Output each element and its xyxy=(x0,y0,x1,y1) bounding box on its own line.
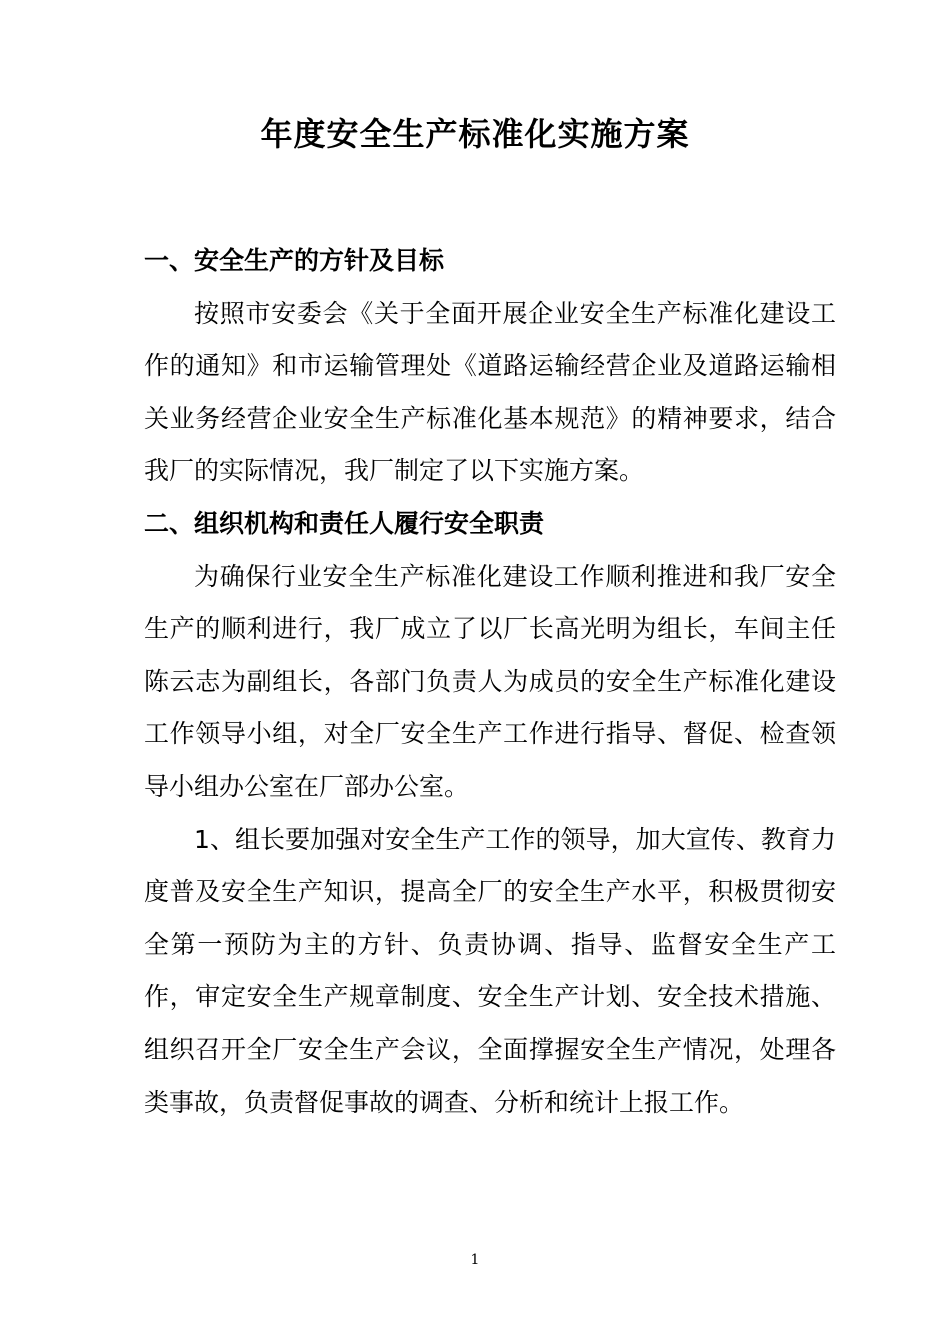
page-number: 1 xyxy=(470,1252,480,1268)
section-heading-1: 一、安全生产的方针及目标 xyxy=(144,246,445,275)
section-2-paragraph-2: 1、组长要加强对安全生产工作的领导，加大宣传、教育力度普及安全生产知识，提高全厂的安全生产水平，积极贯彻安全第一预防为主的方针、负责协调、指导、监督安全生产工作，审定安全生产规章制度、安全生产计划、安全技术措施、组织召开全厂安全生产会议，全面撑握安全生产情况，处理各类事故，负责督促事故的调查、分析和统计上报工作。 xyxy=(144,824,836,1117)
section-heading-2: 二、组织机构和责任人履行安全职责 xyxy=(144,508,545,538)
document-title: 年度安全生产标准化实施方案 xyxy=(260,115,690,153)
section-2-paragraph-1: 为确保行业安全生产标准化建设工作顺利推进和我厂安全生产的顺利进行，我厂成立了以厂长高光明为组长，车间主任陈云志为副组长，各部门负责人为成员的安全生产标准化建设工作领导小组，对全厂安全生产工作进行指导、督促、检查领导小组办公室在厂部办公室。 xyxy=(144,561,836,801)
section-1-paragraph-1: 按照市安委会《关于全面开展企业安全生产标准化建设工作的通知》和市运输管理处《道路运输经营企业及道路运输相关业务经营企业安全生产标准化基本规范》的精神要求，结合我厂的实际情况，我厂制定了以下实施方案。 xyxy=(144,298,836,486)
document-body xyxy=(144,235,836,1129)
